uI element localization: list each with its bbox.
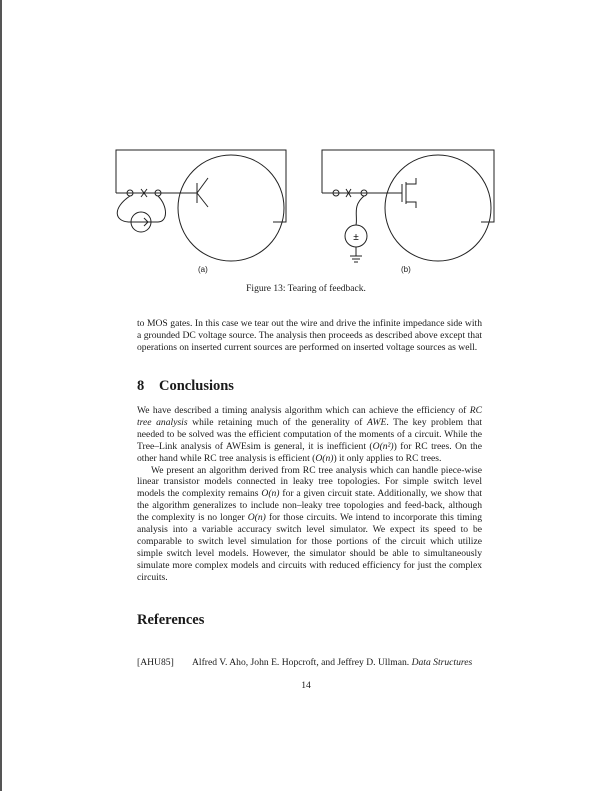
section-title: Conclusions [159, 378, 234, 394]
math-expression: O(n) [247, 512, 266, 524]
feedback-wire-a [116, 150, 286, 222]
references-heading: References [137, 612, 205, 628]
circuit-circle-a [178, 155, 284, 261]
feedback-wire-b [322, 150, 494, 222]
source-wire-b [356, 196, 364, 225]
math-expression: O(n) [315, 452, 334, 464]
circuit-a [116, 150, 286, 261]
circuit-diagrams [0, 0, 612, 300]
reference-key: [AHU85] [137, 657, 174, 668]
math-expression: O(n) [261, 488, 280, 500]
reference-authors: Alfred V. Aho, John E. Hopcroft, and Jeffrey D. Ullman. [192, 657, 412, 668]
plus-minus-sign: ± [353, 232, 359, 243]
figure-13 [0, 0, 612, 300]
section-number: 8 [137, 378, 145, 394]
text-run: for those circuits. We intend to incorporate this timing analysis into a variable accuracy switch level simulator. We expect its speed to be comparable to switch level simulation for those portions of the circuit which utilize simple switch level models. However, the simulator should be able to simultaneously simulate more complex models and circuits with reduced efficiency for just the complex circuits. [137, 512, 482, 583]
figure-label-a: (a) [198, 265, 208, 274]
text-run: for a given circuit state. Additionally, we show that the algorithm generalizes to include non–leaky tree topologies and feed-back, although the complexity is no longer [137, 488, 483, 524]
conclusions-paragraph-2 [137, 465, 482, 584]
page-number: 14 [301, 680, 311, 691]
math-expression: O(n²) [372, 440, 394, 452]
circuit-b [322, 150, 494, 262]
italic-term: AWE [366, 416, 387, 428]
conclusions-paragraph-1 [137, 405, 482, 465]
text-run: We present an algorithm derived from RC tree analysis which can handle piece-wise linear transistor models connected in leaky tree topologies. For simple switch level models the complexity remains [137, 464, 482, 500]
bjt-collector [197, 178, 208, 193]
mos-source [406, 202, 416, 208]
circuit-circle-b [385, 155, 491, 261]
reference-title: Data Structures [411, 657, 473, 668]
text-run: while retaining much of the generality of [187, 416, 367, 428]
bjt-emitter [197, 193, 208, 207]
text-run: We have described a timing analysis algorithm which can achieve the efficiency of [137, 405, 470, 416]
conclusions-body [137, 405, 482, 584]
section-heading [137, 378, 234, 395]
text-run: . The key problem that needed to be solved was the efficient computation of the moments of a circuit. While the Tree–Link analysis of AWEsim is general, it is inefficient ( [137, 416, 482, 452]
figure-caption: Figure 13: Tearing of feedback. [246, 284, 366, 294]
figure-label-b: (b) [401, 265, 411, 274]
intro-text: to MOS gates. In this case we tear out the wire and drive the infinite impedance side with a grounded DC voltage source. The analysis then proceeds as described above except that operations on inserted current sources are performed on inserted voltage sources as well. [137, 318, 482, 353]
intro-paragraph [137, 318, 482, 354]
current-loop-a [117, 196, 165, 222]
reference-item [137, 657, 497, 668]
text-run: ) it only applies to RC trees. [333, 452, 442, 464]
mos-drain [406, 178, 416, 184]
text-run: ) for RC trees. On the other hand while RC tree analysis is efficient ( [137, 440, 482, 464]
current-arrow-a [133, 218, 148, 226]
italic-term: RC tree analysis [137, 405, 482, 428]
